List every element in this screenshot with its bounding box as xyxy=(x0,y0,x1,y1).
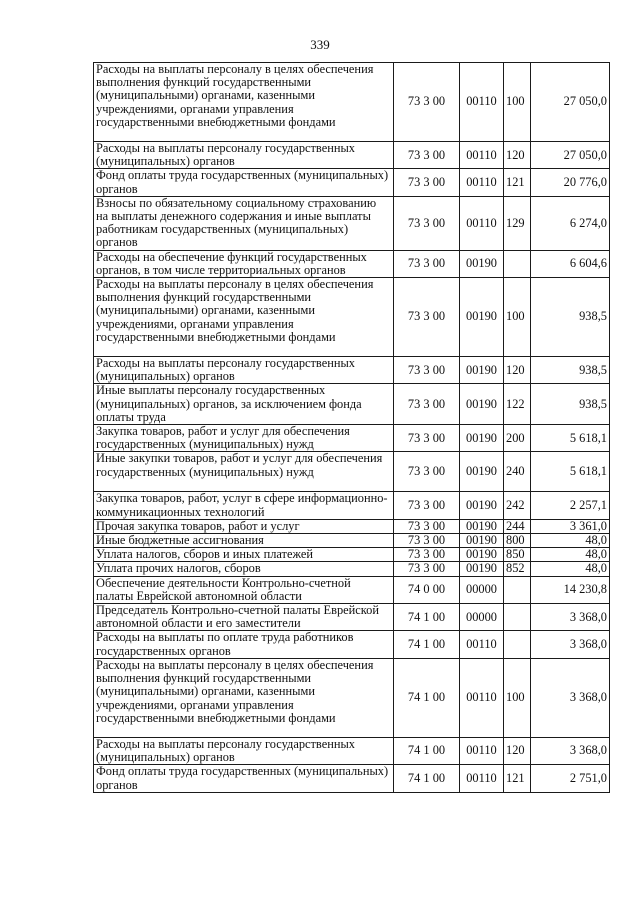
amount: 27 050,0 xyxy=(531,63,610,142)
expense-type-code: 120 xyxy=(504,142,531,169)
page-number: 339 xyxy=(310,37,330,52)
program-code: 73 3 00 xyxy=(394,250,460,277)
direction-code: 00190 xyxy=(460,452,504,492)
table-row xyxy=(94,562,610,576)
table-row xyxy=(94,425,610,452)
program-code: 74 1 00 xyxy=(394,737,460,764)
expense-description: Расходы на выплаты персоналу государственных (муниципальных) органов xyxy=(94,737,394,764)
amount: 938,5 xyxy=(531,278,610,357)
expense-description: Расходы на выплаты персоналу в целях обеспечения выполнения функций государственными (муниципальными) органами, казенными учреждениями, органами управления государственными внебюджетными фондами xyxy=(94,278,394,357)
expense-type-code: 240 xyxy=(504,452,531,492)
table-row xyxy=(94,631,610,658)
expense-type-code: 100 xyxy=(504,278,531,357)
expense-type-code xyxy=(504,604,531,631)
table-row xyxy=(94,250,610,277)
table-row xyxy=(94,658,610,737)
expense-description: Взносы по обязательному социальному страхованию на выплаты денежного содержания и иные выплаты работникам государственных (муниципальных) органов xyxy=(94,196,394,250)
direction-code: 00110 xyxy=(460,196,504,250)
program-code: 73 3 00 xyxy=(394,562,460,576)
expense-type-code: 120 xyxy=(504,357,531,384)
expense-description: Иные закупки товаров, работ и услуг для обеспечения государственных (муниципальных) нужд xyxy=(94,452,394,492)
amount: 48,0 xyxy=(531,562,610,576)
expense-description: Расходы на обеспечение функций государственных органов, в том числе территориальных органов xyxy=(94,250,394,277)
program-code: 74 1 00 xyxy=(394,631,460,658)
expense-description: Закупка товаров, работ и услуг для обеспечения государственных (муниципальных) нужд xyxy=(94,425,394,452)
direction-code: 00110 xyxy=(460,63,504,142)
amount: 5 618,1 xyxy=(531,452,610,492)
expense-description: Расходы на выплаты персоналу в целях обеспечения выполнения функций государственными (муниципальными) органами, казенными учреждениями, органами управления государственными внебюджетными фондами xyxy=(94,63,394,142)
expense-type-code: 242 xyxy=(504,492,531,519)
amount: 6 274,0 xyxy=(531,196,610,250)
expense-description: Расходы на выплаты персоналу в целях обеспечения выполнения функций государственными (муниципальными) органами, казенными учреждениями, органами управления государственными внебюджетными фондами xyxy=(94,658,394,737)
table-row xyxy=(94,452,610,492)
direction-code: 00190 xyxy=(460,250,504,277)
amount: 3 368,0 xyxy=(531,604,610,631)
direction-code: 00110 xyxy=(460,737,504,764)
amount: 3 368,0 xyxy=(531,631,610,658)
expense-description: Расходы на выплаты персоналу государственных (муниципальных) органов xyxy=(94,357,394,384)
expense-description: Иные выплаты персоналу государственных (муниципальных) органов, за исключением фонда оплаты труда xyxy=(94,384,394,425)
program-code: 73 3 00 xyxy=(394,142,460,169)
amount: 6 604,6 xyxy=(531,250,610,277)
direction-code: 00190 xyxy=(460,492,504,519)
expense-description: Закупка товаров, работ, услуг в сфере информационно-коммуникационных технологий xyxy=(94,492,394,519)
table-row xyxy=(94,357,610,384)
direction-code: 00190 xyxy=(460,425,504,452)
expense-type-code: 100 xyxy=(504,63,531,142)
program-code: 73 3 00 xyxy=(394,169,460,196)
table-row xyxy=(94,737,610,764)
direction-code: 00110 xyxy=(460,631,504,658)
program-code: 73 3 00 xyxy=(394,519,460,533)
expense-description: Расходы на выплаты по оплате труда работников государственных органов xyxy=(94,631,394,658)
expense-type-code: 100 xyxy=(504,658,531,737)
expense-description: Уплата налогов, сборов и иных платежей xyxy=(94,548,394,562)
amount: 3 368,0 xyxy=(531,658,610,737)
amount: 938,5 xyxy=(531,357,610,384)
amount: 48,0 xyxy=(531,548,610,562)
amount: 2 257,1 xyxy=(531,492,610,519)
expense-description: Расходы на выплаты персоналу государственных (муниципальных) органов xyxy=(94,142,394,169)
table-row xyxy=(94,576,610,603)
program-code: 74 1 00 xyxy=(394,765,460,792)
program-code: 73 3 00 xyxy=(394,278,460,357)
direction-code: 00110 xyxy=(460,658,504,737)
table-row xyxy=(94,278,610,357)
expense-type-code: 120 xyxy=(504,737,531,764)
table-row xyxy=(94,169,610,196)
table-row xyxy=(94,604,610,631)
budget-table xyxy=(93,62,610,793)
table-row xyxy=(94,196,610,250)
expense-type-code: 244 xyxy=(504,519,531,533)
expense-type-code: 121 xyxy=(504,169,531,196)
expense-type-code: 852 xyxy=(504,562,531,576)
program-code: 73 3 00 xyxy=(394,492,460,519)
direction-code: 00190 xyxy=(460,519,504,533)
table-row xyxy=(94,519,610,533)
budget-table-body xyxy=(94,63,610,793)
table-row xyxy=(94,765,610,792)
amount: 20 776,0 xyxy=(531,169,610,196)
expense-type-code: 800 xyxy=(504,534,531,548)
direction-code: 00000 xyxy=(460,604,504,631)
expense-type-code xyxy=(504,250,531,277)
amount: 48,0 xyxy=(531,534,610,548)
amount: 3 361,0 xyxy=(531,519,610,533)
table-row xyxy=(94,384,610,425)
direction-code: 00110 xyxy=(460,142,504,169)
expense-type-code: 200 xyxy=(504,425,531,452)
direction-code: 00190 xyxy=(460,562,504,576)
amount: 27 050,0 xyxy=(531,142,610,169)
table-row xyxy=(94,534,610,548)
program-code: 74 1 00 xyxy=(394,604,460,631)
direction-code: 00110 xyxy=(460,765,504,792)
direction-code: 00110 xyxy=(460,169,504,196)
amount: 938,5 xyxy=(531,384,610,425)
amount: 5 618,1 xyxy=(531,425,610,452)
table-row xyxy=(94,548,610,562)
program-code: 73 3 00 xyxy=(394,425,460,452)
direction-code: 00190 xyxy=(460,357,504,384)
program-code: 73 3 00 xyxy=(394,196,460,250)
expense-type-code xyxy=(504,631,531,658)
program-code: 73 3 00 xyxy=(394,63,460,142)
expense-type-code xyxy=(504,576,531,603)
expense-type-code: 122 xyxy=(504,384,531,425)
amount: 14 230,8 xyxy=(531,576,610,603)
direction-code: 00190 xyxy=(460,534,504,548)
table-row xyxy=(94,142,610,169)
expense-type-code: 129 xyxy=(504,196,531,250)
program-code: 73 3 00 xyxy=(394,384,460,425)
expense-type-code: 121 xyxy=(504,765,531,792)
expense-description: Уплата прочих налогов, сборов xyxy=(94,562,394,576)
amount: 2 751,0 xyxy=(531,765,610,792)
expense-description: Прочая закупка товаров, работ и услуг xyxy=(94,519,394,533)
table-row xyxy=(94,492,610,519)
expense-description: Фонд оплаты труда государственных (муниципальных) органов xyxy=(94,765,394,792)
amount: 3 368,0 xyxy=(531,737,610,764)
program-code: 73 3 00 xyxy=(394,452,460,492)
direction-code: 00190 xyxy=(460,278,504,357)
expense-description: Фонд оплаты труда государственных (муниципальных) органов xyxy=(94,169,394,196)
program-code: 74 0 00 xyxy=(394,576,460,603)
program-code: 73 3 00 xyxy=(394,534,460,548)
expense-description: Председатель Контрольно-счетной палаты Еврейской автономной области и его заместители xyxy=(94,604,394,631)
table-row xyxy=(94,63,610,142)
program-code: 73 3 00 xyxy=(394,548,460,562)
expense-type-code: 850 xyxy=(504,548,531,562)
expense-description: Иные бюджетные ассигнования xyxy=(94,534,394,548)
direction-code: 00190 xyxy=(460,384,504,425)
program-code: 74 1 00 xyxy=(394,658,460,737)
expense-description: Обеспечение деятельности Контрольно-счетной палаты Еврейской автономной области xyxy=(94,576,394,603)
direction-code: 00190 xyxy=(460,548,504,562)
program-code: 73 3 00 xyxy=(394,357,460,384)
direction-code: 00000 xyxy=(460,576,504,603)
